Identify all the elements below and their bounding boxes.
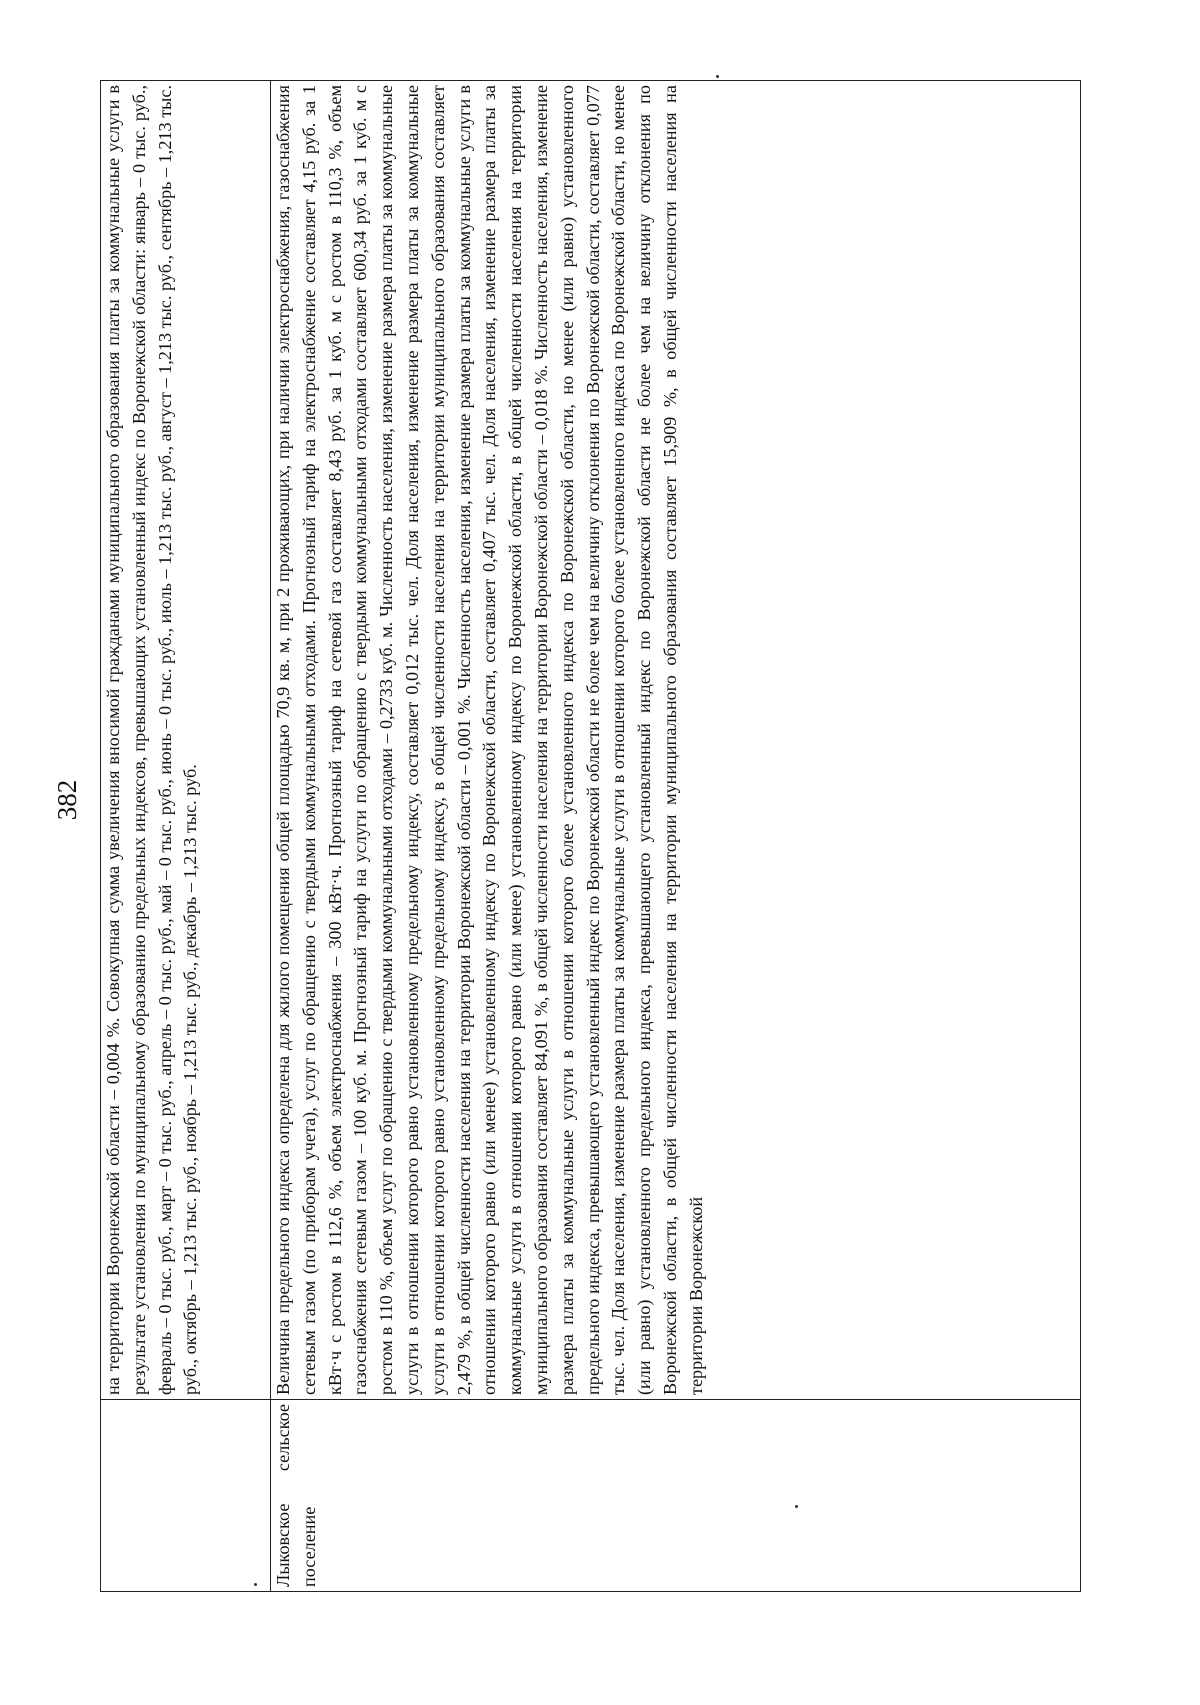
- page-number: 382: [52, 779, 82, 821]
- document-table-page: [100, 80, 1081, 1592]
- municipality-cell: Лыковское сельское поселение: [271, 1400, 1081, 1592]
- scan-speck: [716, 75, 719, 78]
- table-row: [271, 81, 1081, 1592]
- scan-speck: [795, 1505, 798, 1508]
- scan-speck: [254, 1583, 257, 1586]
- description-cell: Величина предельного индекса определена для жилого помещения общей площадью 70,9 кв. м, при 2 проживающих, при наличии электроснабжения, газоснабжения сетевым газом (по приборам учета), услуг по обращению с твердыми коммунальными отходами. Прогнозный тариф на электроснабжение составляет 4,15 руб. за 1 кВт·ч с ростом в 112,6 %, объем электроснабжения – 300 кВт·ч. Прогнозный тариф на сетевой газ составляет 8,43 руб. за 1 куб. м с ростом в 110,3 %, объем газоснабжения сетевым газом – 100 куб. м. Прогнозный тариф на услуги по обращению с твердыми коммунальными отходами составляет 600,34 руб. за 1 куб. м с ростом в 110 %, объем услуг по обращению с твердыми коммунальными отходами – 0,2733 куб. м. Численность населения, изменение размера платы за коммунальные услуги в отношении которого равно установленному предельному индексу, составляет 0,012 тыс. чел. Доля населения, изменение размера платы за коммунальные услуги в отношении которого равно установленному предельному индексу, в общей численности населения на территории муниципального образования составляет 2,479 %, в общей численности населения на территории Воронежской области – 0,001 %. Численность населения, изменение размера платы за коммунальные услуги в отношении которого равно (или менее) установленному индексу по Воронежской области, составляет 0,407 тыс. чел. Доля населения, изменение размера платы за коммунальные услуги в отношении которого равно (или менее) установленному индексу по Воронежской области, в общей численности населения на территории муниципального образования составляет 84,091 %, в общей численности населения на территории Воронежской области – 0,018 %. Численность населения, изменение размера платы за коммунальные услуги в отношении которого более установленного индекса по Воронежской области, но менее (или равно) установленного предельного индекса, превышающего установленный индекс по Воронежской области не более чем на величину отклонения по Воронежской области, составляет 0,077 тыс. чел. Доля населения, изменение размера платы за коммунальные услуги в отношении которого более установленного индекса по Воронежской области, но менее (или равно) установленного предельного индекса, превышающего установленный индекс по Воронежской области не более чем на величину отклонения по Воронежской области, в общей численности населения на территории муниципального образования составляет 15,909 %, в общей численности населения на территории Воронежской: [271, 81, 1081, 1400]
- tariff-table: [100, 80, 1081, 1592]
- description-cell: на территории Воронежской области – 0,004 %. Совокупная сумма увеличения вносимой гражданами муниципального образования платы за коммунальные услуги в результате установления по муниципальному образованию предельных индексов, превышающих установленный индекс по Воронежской области: январь – 0 тыс. руб., февраль – 0 тыс. руб., март – 0 тыс. руб., апрель – 0 тыс. руб., май – 0 тыс. руб., июнь – 0 тыс. руб., июль – 1,213 тыс. руб., август – 1,213 тыс. руб., сентябрь – 1,213 тыс. руб., октябрь – 1,213 тыс. руб., ноябрь – 1,213 тыс. руб., декабрь – 1,213 тыс. руб.: [101, 81, 271, 1400]
- table-row: [101, 81, 271, 1592]
- municipality-cell: [101, 1400, 271, 1592]
